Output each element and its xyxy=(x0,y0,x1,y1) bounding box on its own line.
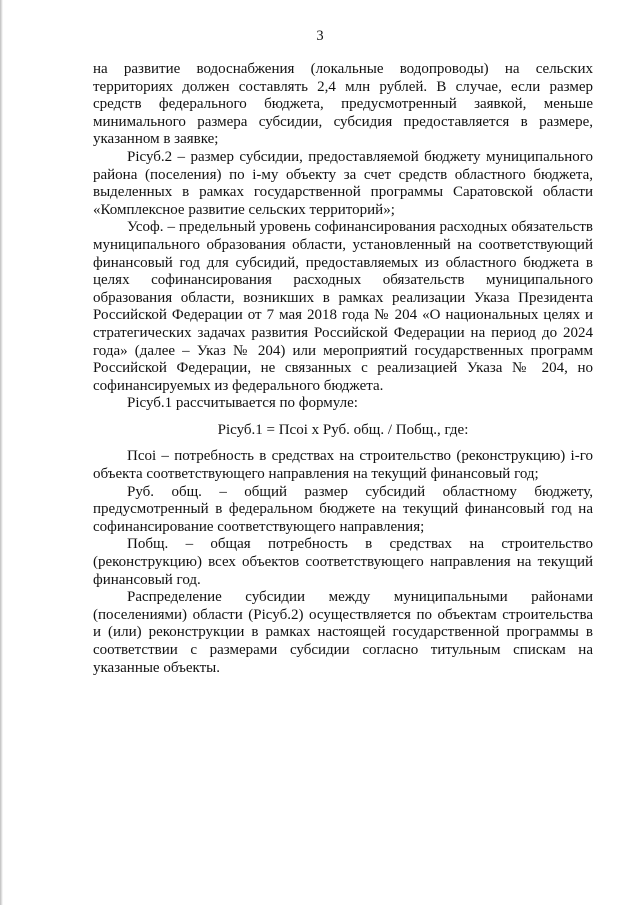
paragraph-ptotal-definition: Побщ. – общая потребность в средствах на строительство (реконструкцию) всех объектов соответствующего направления на текущий финансовый год. xyxy=(93,536,593,588)
scan-edge-shadow xyxy=(0,0,3,905)
paragraph-distribution: Распределение субсидии между муниципальными районами (поселениями) области (Рiсуб.2) осуществляется по объектам строительства и (или) реконструкции в рамках настоящей государственной программы в соответствии с размерами субсидии согласно титульным спискам на указанные объекты. xyxy=(93,589,593,676)
paragraph-formula-intro: Рiсуб.1 рассчитывается по формуле: xyxy=(127,395,358,412)
formula: Рiсуб.1 = Пcoi x Руб. общ. / Побщ., где: xyxy=(217,421,469,438)
paragraph-pcoi-definition: Пcoi – потребность в средствах на строительство (реконструкцию) i-го объекта соответствующего направления на текущий финансовый год; xyxy=(93,448,593,483)
page-number: 3 xyxy=(316,28,324,44)
document-body xyxy=(93,61,593,677)
paragraph-p-sub2-definition: Рiсуб.2 – размер субсидии, предоставляемой бюджету муниципального района (поселения) по i-му объекту за счет средств областного бюджета, выделенных в рамках государственной программы Саратовской области «Комплексное развитие сельских территорий»; xyxy=(93,148,593,218)
paragraph-usof-definition: Усоф. – предельный уровень софинансирования расходных обязательств муниципального образования области, установленный на соответствующий финансовый год для субсидий, предоставляемых из областного бюджета в целях софинансирования расходных обязательств муниципального образования области, возникших в рамках реализации Указа Президента Российской Федерации от 7 мая 2018 года № 204 «О национальных целях и стратегических задачах развития Российской Федерации на период до 2024 года» (далее – Указ № 204) или мероприятий государственных программ Российской Федерации, не связанных с реализацией Указа № 204, но софинансируемых из федерального бюджета. xyxy=(93,219,593,394)
paragraph-rub-total-definition: Руб. общ. – общий размер субсидий областному бюджету, предусмотренный в федеральном бюджете на текущий финансовый год на софинансирование соответствующего направления; xyxy=(93,483,593,535)
paragraph-continuation: на развитие водоснабжения (локальные водопроводы) на сельских территориях должен составлять 2,4 млн рублей. В случае, если размер средств федерального бюджета, предусмотренный заявкой, меньше минимального размера субсидии, субсидия предоставляется в размере, указанном в заявке; xyxy=(93,61,593,148)
